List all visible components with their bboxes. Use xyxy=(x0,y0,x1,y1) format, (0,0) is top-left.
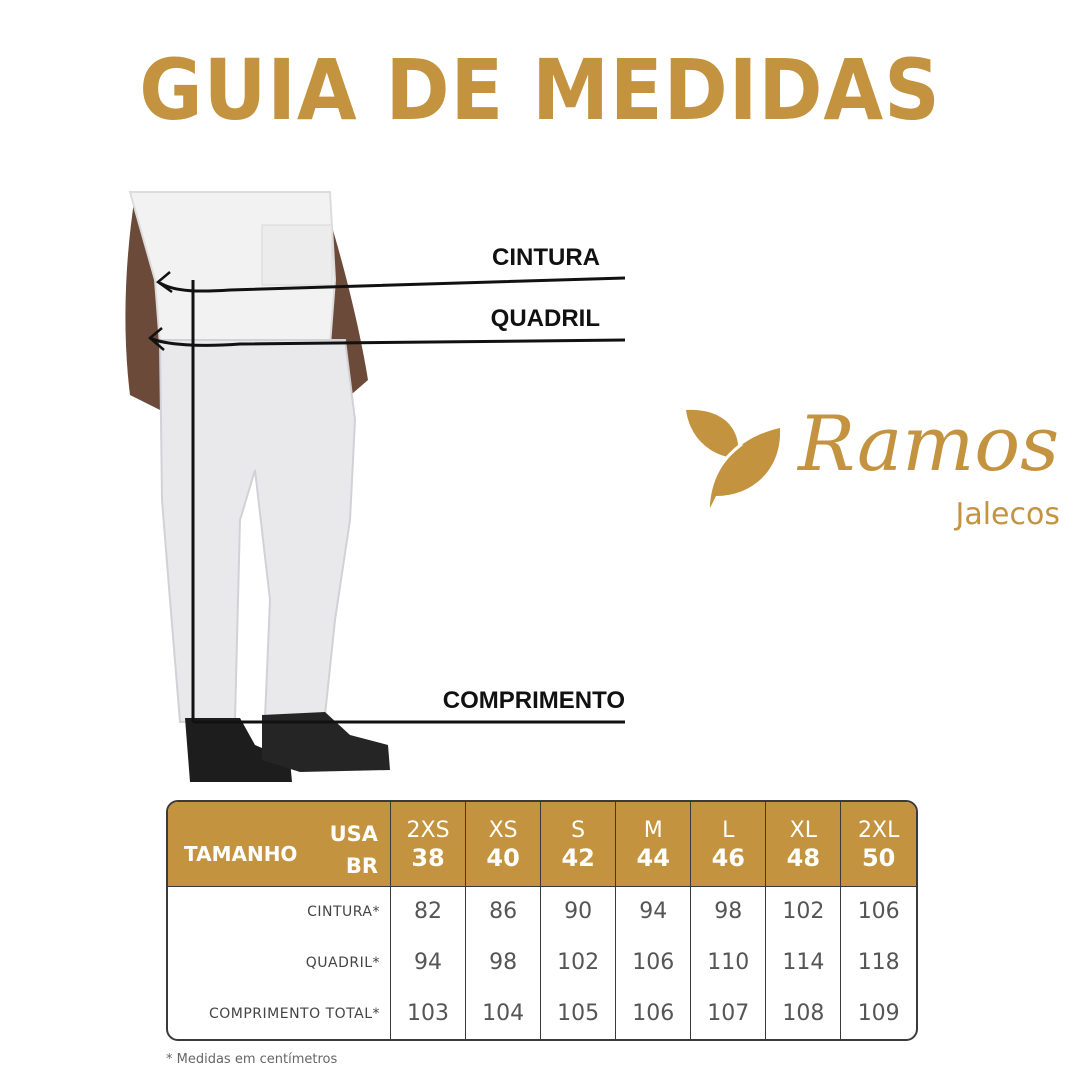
br-label: BR xyxy=(345,854,378,878)
table-cell: 98 xyxy=(466,937,541,988)
table-cell: 94 xyxy=(616,886,691,937)
table-row xyxy=(168,886,916,937)
table-cell: 82 xyxy=(391,886,466,937)
brand-subtitle: Jalecos xyxy=(955,497,1060,532)
size-usa: XS xyxy=(488,817,518,843)
footnote: * Medidas em centímetros xyxy=(166,1052,338,1067)
waist-label: CINTURA xyxy=(492,244,600,271)
table-cell: 102 xyxy=(541,937,616,988)
table-cell: 105 xyxy=(541,988,616,1039)
table-cell: 110 xyxy=(691,937,766,988)
table-cell: 108 xyxy=(766,988,841,1039)
table-cell: 118 xyxy=(857,950,900,975)
table-cell: 106 xyxy=(857,899,900,925)
size-column-header xyxy=(691,802,766,886)
size-column-header xyxy=(841,802,916,886)
size-header-cell xyxy=(168,802,391,886)
size-usa: L xyxy=(722,817,735,843)
table-cell: 106 xyxy=(616,937,691,988)
table-header-row xyxy=(168,802,916,886)
size-br: 48 xyxy=(786,843,821,872)
size-br: 40 xyxy=(486,843,520,872)
length-label: COMPRIMENTO xyxy=(442,687,625,714)
usa-label: USA xyxy=(329,822,378,846)
size-column-header xyxy=(766,802,841,886)
size-br: 42 xyxy=(561,843,595,872)
size-usa: XL xyxy=(789,817,817,843)
size-column-header xyxy=(616,802,691,886)
size-usa: S xyxy=(571,817,586,843)
table-cell: 114 xyxy=(766,937,841,988)
size-usa: M xyxy=(643,817,663,843)
table-cell: 103 xyxy=(391,988,466,1039)
size-br: 50 xyxy=(861,843,896,872)
row-label: CINTURA* xyxy=(168,886,391,937)
table-cell: 98 xyxy=(691,886,766,937)
size-table xyxy=(166,800,918,1041)
size-br: 44 xyxy=(636,843,670,872)
table-cell: 90 xyxy=(541,886,616,937)
row-label: COMPRIMENTO TOTAL* xyxy=(168,988,391,1039)
table-cell: 104 xyxy=(466,988,541,1039)
size-column-header xyxy=(541,802,616,886)
table-row xyxy=(168,988,916,1039)
leaf-icon xyxy=(680,400,790,510)
hip-label: QUADRIL xyxy=(490,305,600,332)
size-br: 46 xyxy=(711,843,745,872)
table-cell: 102 xyxy=(766,886,841,937)
table-cell: 94 xyxy=(391,937,466,988)
brand-name: Ramos xyxy=(798,399,1060,488)
table-cell: 109 xyxy=(857,1001,900,1026)
size-column-header xyxy=(466,802,541,886)
table-cell: 107 xyxy=(691,988,766,1039)
size-column-header xyxy=(391,802,466,886)
brand-logo xyxy=(680,400,1060,550)
size-br: 38 xyxy=(411,843,445,872)
table-row xyxy=(168,937,916,988)
page-title: GUIA DE MEDIDAS xyxy=(139,41,941,139)
table-cell: 106 xyxy=(616,988,691,1039)
size-usa: 2XS xyxy=(406,817,450,843)
table-cell: 86 xyxy=(466,886,541,937)
size-header-label: TAMANHO xyxy=(184,842,298,866)
row-label: QUADRIL* xyxy=(168,937,391,988)
size-usa: 2XL xyxy=(858,817,900,843)
